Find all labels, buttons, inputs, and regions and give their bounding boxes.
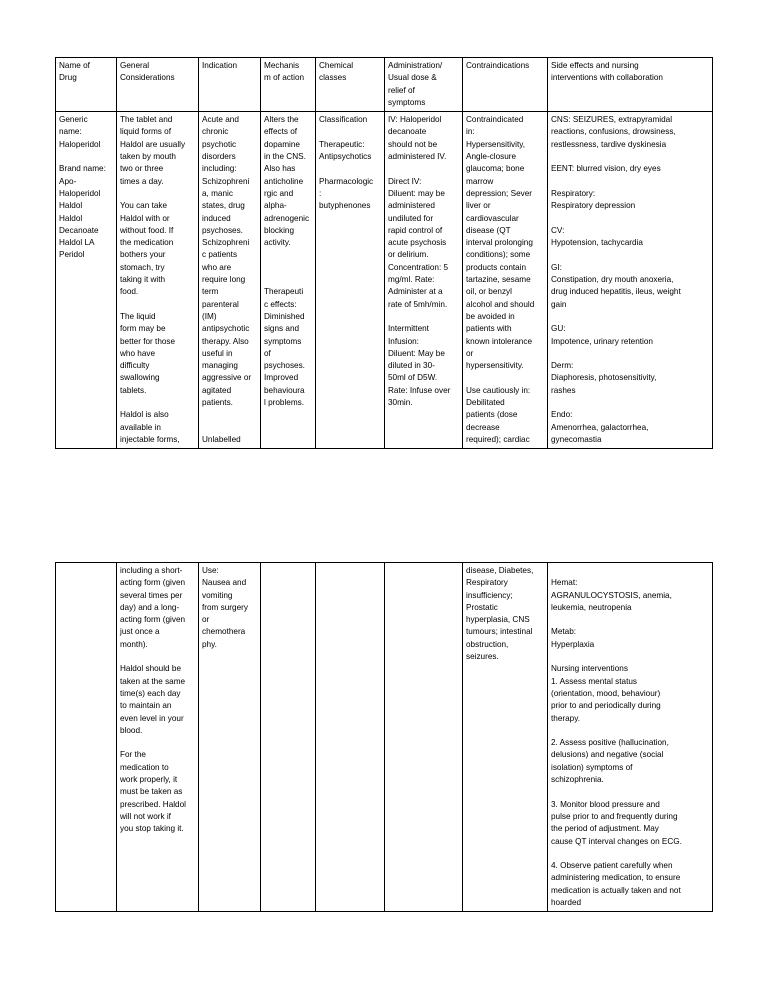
header-row — [56, 58, 713, 112]
cell-indication: Use: Nausea and vomiting from surgery or chemothera phy. — [199, 563, 261, 912]
header-cell-mechanism: Mechanis m of action — [261, 58, 316, 112]
table-row — [56, 112, 713, 449]
cell-chemical-classes: Classification Therapeutic: Antipsychotics Pharmacologic : butyphenones — [316, 112, 385, 449]
cell-contraindications: Contraindicated in: Hypersensitivity, Angle-closure glaucoma; bone marrow depression; Sever liver or cardiovascular disease (QT interval prolonging conditions); some products contain tartazine, sesame oil, or benzyl alcohol and should be avoided in patients with known intolerance or hypersensitivity. Use cautiously in: Debilitated patients (dose decrease required); cardiac — [463, 112, 548, 449]
cell-indication: Acute and chronic psychotic disorders including: Schizophreni a, manic states, drug induced psychoses. Schizophreni c patients who are require long term parenteral (IM) antipsychotic therapy. Also useful in managing aggressive or agitated patients. Unlabelled — [199, 112, 261, 449]
cell-administration — [385, 563, 463, 912]
header-cell-chemical: Chemical classes — [316, 58, 385, 112]
drug-table-page-2 — [55, 562, 713, 912]
cell-general-considerations: The tablet and liquid forms of Haldol are usually taken by mouth two or three times a day. You can take Haldol with or without food. If the medication bothers your stomach, try taking it with food. The liquid form may be better for those who have difficulty swallowing tablets. Haldol is also available in injectable forms, — [117, 112, 199, 449]
cell-drug-name: Generic name: Haloperidol Brand name: Apo- Haloperidol Haldol Haldol Decanoate Haldol LA Peridol — [56, 112, 117, 449]
header-cell-name: Name of Drug — [56, 58, 117, 112]
cell-mechanism: Alters the effects of dopamine in the CNS. Also has anticholine rgic and alpha- adrenogenic blocking activity. Therapeuti c effects: Diminished signs and symptoms of psychoses. Improved behavioura l problems. — [261, 112, 316, 449]
cell-chemical-classes — [316, 563, 385, 912]
cell-drug-name — [56, 563, 117, 912]
cell-side-effects: Hemat: AGRANULOCYSTOSIS, anemia, leukemia, neutropenia Metab: Hyperplaxia Nursing interventions 1. Assess mental status (orientation, mood, behaviour) prior to and periodically during therapy. 2. Assess positive (hallucination, delusions) and negative (social isolation) symptoms of schizophrenia. 3. Monitor blood pressure and pulse prior to and frequently during the period of adjustment. May cause QT interval changes on ECG. 4. Observe patient carefully when administering medication, to ensure medication is actually taken and not hoarded — [548, 563, 713, 912]
header-cell-side-effects: Side effects and nursing interventions with collaboration — [548, 58, 713, 112]
cell-administration: IV: Haloperidol decanoate should not be administered IV. Direct IV: Diluent: may be administered undiluted for rapid control of acute psychosis or delirium. Concentration: 5 mg/ml. Rate: Administer at a rate of 5mh/min. Intermittent Infusion: Diluent: May be diluted in 30- 50ml of D5W. Rate: Infuse over 30min. — [385, 112, 463, 449]
header-cell-administration: Administration/ Usual dose & relief of symptoms — [385, 58, 463, 112]
header-cell-indication: Indication — [199, 58, 261, 112]
table-row — [56, 563, 713, 912]
cell-general-considerations: including a short- acting form (given several times per day) and a long- acting form (given just once a month). Haldol should be taken at the same time(s) each day to maintain an even level in your blood. For the medication to work properly, it must be taken as prescribed. Haldol will not work if you stop taking it. — [117, 563, 199, 912]
cell-side-effects: CNS: SEIZURES, extrapyramidal reactions, confusions, drowsiness, restlessness, tardive dyskinesia EENT: blurred vision, dry eyes Respiratory: Respiratory depression CV: Hypotension, tachycardia GI: Constipation, dry mouth anoxeria, drug induced hepatitis, ileus, weight gain GU: Impotence, urinary retention Derm: Diaphoresis, photosensitivity, rashes Endo: Amenorrhea, galactorrhea, gynecomastia — [548, 112, 713, 449]
header-cell-contraindications: Contraindications — [463, 58, 548, 112]
header-cell-general: General Considerations — [117, 58, 199, 112]
cell-mechanism — [261, 563, 316, 912]
cell-contraindications: disease, Diabetes, Respiratory insufficiency; Prostatic hyperplasia, CNS tumours; intestinal obstruction, seizures. — [463, 563, 548, 912]
drug-table-page-1 — [55, 57, 713, 449]
